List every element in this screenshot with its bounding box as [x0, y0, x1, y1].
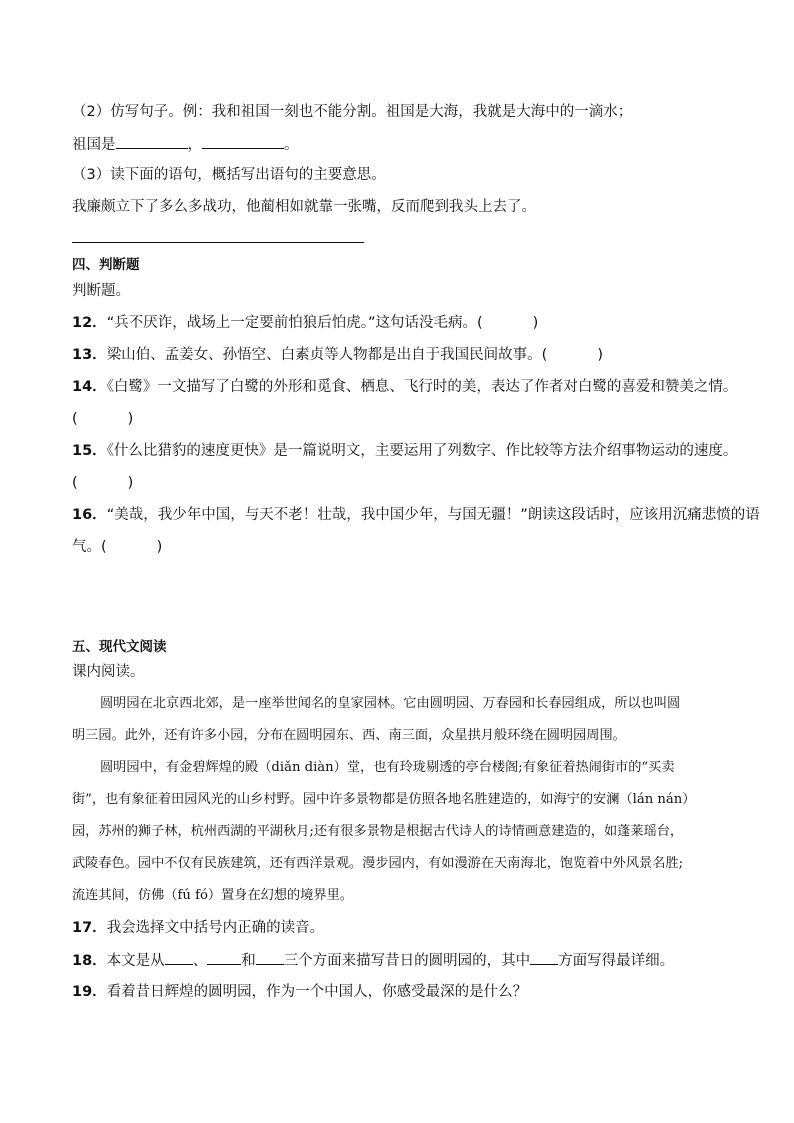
question-text: 《什么比猎豹的速度更快》是一篇说明文，主要运用了列数字、作比较等方法介绍事物运动的速度。	[106, 443, 738, 459]
passage-line: 圆明园中，有金碧辉煌的殿（diǎn diàn）堂，也有玲珑剔透的亭台楼阁;有象征着热闹街市的“买卖	[100, 760, 675, 775]
question-text-part: 、	[192, 953, 208, 969]
section4-intro: 判断题。	[72, 283, 130, 299]
passage-line: 武陵春色。园中不仅有民族建筑，还有西洋景观。漫步园内，有如漫游在天南海北，饱览着中外风景名胜;	[72, 856, 684, 871]
q3-answer-line[interactable]	[72, 242, 364, 243]
section4-heading: 四、判断题	[72, 257, 140, 273]
q2-answer-sep: ，	[187, 137, 202, 153]
paren-close: )	[532, 315, 539, 331]
passage-line: 明三园。此外，还有许多小园，分布在圆明园东、西、南三面，众星拱月般环绕在圆明园周围。	[72, 728, 626, 743]
question-15	[72, 441, 737, 461]
question-number: 17．	[72, 920, 107, 936]
question-number: 15．	[72, 443, 107, 459]
question-14-answer	[72, 409, 133, 429]
question-16-answer	[72, 537, 162, 557]
question-number: 16．	[72, 507, 107, 523]
question-text: “兵不厌诈，战场上一定要前怕狼后怕虎。”这句话没毛病。(	[106, 315, 483, 331]
q2-answer-line	[72, 134, 299, 155]
paren-open: 气。(	[72, 539, 107, 555]
question-number: 13．	[72, 347, 107, 363]
question-text: 《白鹭》一文描写了白鹭的外形和觅食、栖息、飞行时的美，表达了作者对白鹭的喜爱和赞美之情。	[106, 379, 738, 395]
question-text-part: 和	[241, 953, 256, 969]
q18-blank-3[interactable]	[256, 950, 284, 965]
paren-close: )	[597, 347, 604, 363]
q2-answer-end: 。	[284, 137, 299, 153]
question-12	[72, 313, 538, 333]
question-14	[72, 377, 737, 397]
question-text: 我会选择文中括号内正确的读音。	[106, 920, 325, 936]
passage-line: 流连其间，仿佛（fú fó）置身在幻想的境界里。	[72, 888, 353, 903]
question-15-answer	[72, 473, 133, 493]
question-13	[72, 345, 603, 365]
q2-blank-2[interactable]	[202, 134, 284, 149]
question-text: 梁山伯、孟姜女、孙悟空、白素贞等人物都是出自于我国民间故事。(	[106, 347, 548, 363]
passage-line: 园，苏州的狮子林，杭州西湖的平湖秋月;还有很多景物是根据古代诗人的诗情画意建造的，如蓬莱瑶台，	[72, 824, 684, 839]
question-text-part: 三个方面来描写昔日的圆明园的，其中	[283, 953, 531, 969]
q3-sentence: 我廉颇立下了多么多战功，他蔺相如就靠一张嘴，反而爬到我头上去了。	[72, 199, 536, 215]
question-number: 18．	[72, 953, 107, 969]
question-16	[72, 505, 760, 525]
q2-answer-prefix: 祖国是	[72, 137, 116, 153]
question-number: 14．	[72, 379, 107, 395]
q18-blank-4[interactable]	[530, 950, 558, 965]
q2-prompt: （2）仿写句子。例：我和祖国一刻也不能分割。祖国是大海，我就是大海中的一滴水；	[72, 104, 633, 120]
q18-blank-2[interactable]	[207, 950, 241, 965]
paren-close: )	[156, 539, 163, 555]
paren-open: (	[72, 411, 78, 427]
question-text: “美哉，我少年中国，与天不老！壮哉，我中国少年，与国无疆！”朗读这段话时，应该用沉痛悲愤的语	[106, 507, 760, 523]
paren-open: (	[72, 475, 78, 491]
question-17	[72, 918, 324, 938]
paren-close: )	[127, 411, 134, 427]
question-number: 12．	[72, 315, 107, 331]
section5-heading: 五、现代文阅读	[72, 639, 167, 655]
q18-blank-1[interactable]	[165, 950, 193, 965]
question-text-part: 方面写得最详细。	[558, 953, 675, 969]
question-18	[72, 950, 674, 971]
section5-intro: 课内阅读。	[72, 664, 145, 680]
question-number: 19．	[72, 984, 107, 1000]
q3-prompt: （3）读下面的语句，概括写出语句的主要意思。	[72, 167, 386, 183]
paren-close: )	[127, 475, 134, 491]
question-text-part: 本文是从	[106, 953, 165, 969]
passage-line: 街”，也有象征着田园风光的山乡村野。园中许多景物都是仿照各地名胜建造的，如海宁的安澜（lán nán）	[72, 792, 696, 807]
passage-line: 圆明园在北京西北郊，是一座举世闻名的皇家园林。它由圆明园、万春园和长春园组成，所以也叫圆	[100, 696, 681, 711]
question-19	[72, 982, 527, 1002]
q2-blank-1[interactable]	[116, 134, 188, 149]
question-text: 看着昔日辉煌的圆明园，作为一个中国人，你感受最深的是什么？	[106, 984, 528, 1000]
